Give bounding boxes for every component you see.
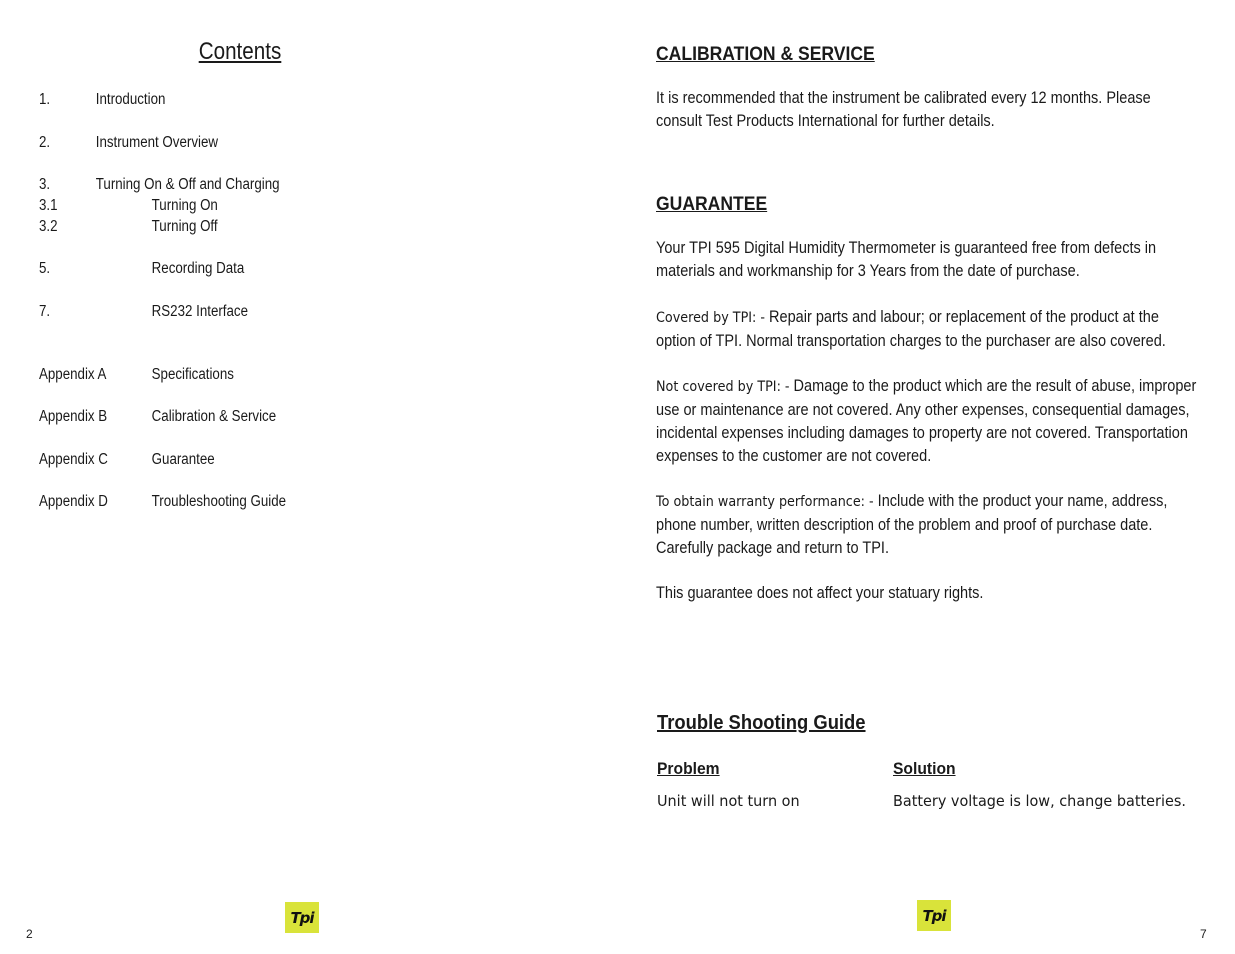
toc-number: Appendix D [39,493,108,510]
toc-number: Appendix B [39,408,108,425]
tpi-logo [285,902,319,933]
col-problem-header: Problem [657,759,720,778]
toc-item-turning-on [39,197,218,215]
toc-item-instrument-overview [39,134,218,152]
covered-lead: Covered by TPI: - [656,310,766,326]
guarantee-heading: GUARANTEE [656,193,768,215]
toc-number: Appendix A [39,366,107,383]
problem-cell: Unit will not turn on [657,792,800,810]
calibration-heading: CALIBRATION & SERVICE [656,43,875,65]
toc-item-appendix-a [39,366,234,384]
toc-number: 3.2 [39,218,58,235]
calibration-text: It is recommended that the instrument be calibrated every 12 months. Please consult Test Products International for further details. [656,89,1151,130]
toc-item-appendix-b [39,408,276,426]
toc-label: Specifications [151,366,234,383]
toc-item-introduction [39,91,165,109]
page-number-right: 7 [1200,927,1207,941]
covered-paragraph [656,306,1202,353]
guarantee-intro: Your TPI 595 Digital Humidity Thermometer is guaranteed free from defects in materials and workmanship for 3 Years from the date of purchase. [656,239,1157,280]
warranty-paragraph [656,490,1202,560]
toc-label: Guarantee [151,451,215,468]
tpi-logo [917,900,951,931]
toc-number: 3. [39,176,51,193]
troubleshooting-heading: Trouble Shooting Guide [657,712,866,734]
toc-item-turning-off [39,218,218,236]
toc-item-recording-data [39,260,244,278]
toc-label: Calibration & Service [151,408,277,425]
toc-number: 2. [39,134,51,151]
statutory-text: This guarantee does not affect your statuary rights. [656,584,984,602]
toc-item-appendix-c [39,451,215,469]
toc-item-rs232 [39,303,248,321]
toc-label: RS232 Interface [151,303,248,320]
toc-label: Turning Off [151,218,218,235]
toc-item-turning-on-off [39,176,280,194]
warranty-text: Include with the product your name, address, phone number, written description of the problem and proof of purchase date. Carefully package and return to TPI. [656,492,1168,557]
toc-label: Turning On & Off and Charging [95,176,280,193]
tpi-logo-text: Tpi [922,906,946,925]
page-number-left: 2 [26,927,33,941]
toc-number: 5. [39,260,51,277]
toc-label: Troubleshooting Guide [151,493,287,510]
solution-cell: Battery voltage is low, change batteries. [893,792,1186,810]
not-covered-lead: Not covered by TPI: - [656,379,790,395]
toc-label: Turning On [151,197,218,214]
toc-number: 1. [39,91,51,108]
not-covered-text: Damage to the product which are the result of abuse, improper use or maintenance are not covered. Any other expenses, consequential damages, incidental expenses including damages to property are not covered. Transportation expenses to the customer are not covered. [656,377,1197,465]
toc-number: 3.1 [39,197,58,214]
toc-label: Recording Data [151,260,245,277]
col-solution-header: Solution [893,759,956,778]
warranty-lead: To obtain warranty performance: - [656,494,874,510]
covered-text: Repair parts and labour; or replacement of the product at the option of TPI. Normal transportation charges to the purchaser are also covered. [656,308,1166,350]
toc-label: Instrument Overview [95,134,219,151]
toc-label: Introduction [95,91,166,108]
not-covered-paragraph [656,375,1202,468]
tpi-logo-text: Tpi [290,908,314,927]
contents-title: Contents [198,38,282,65]
toc-number: Appendix C [39,451,108,468]
toc-number: 7. [39,303,51,320]
toc-item-appendix-d [39,493,286,511]
